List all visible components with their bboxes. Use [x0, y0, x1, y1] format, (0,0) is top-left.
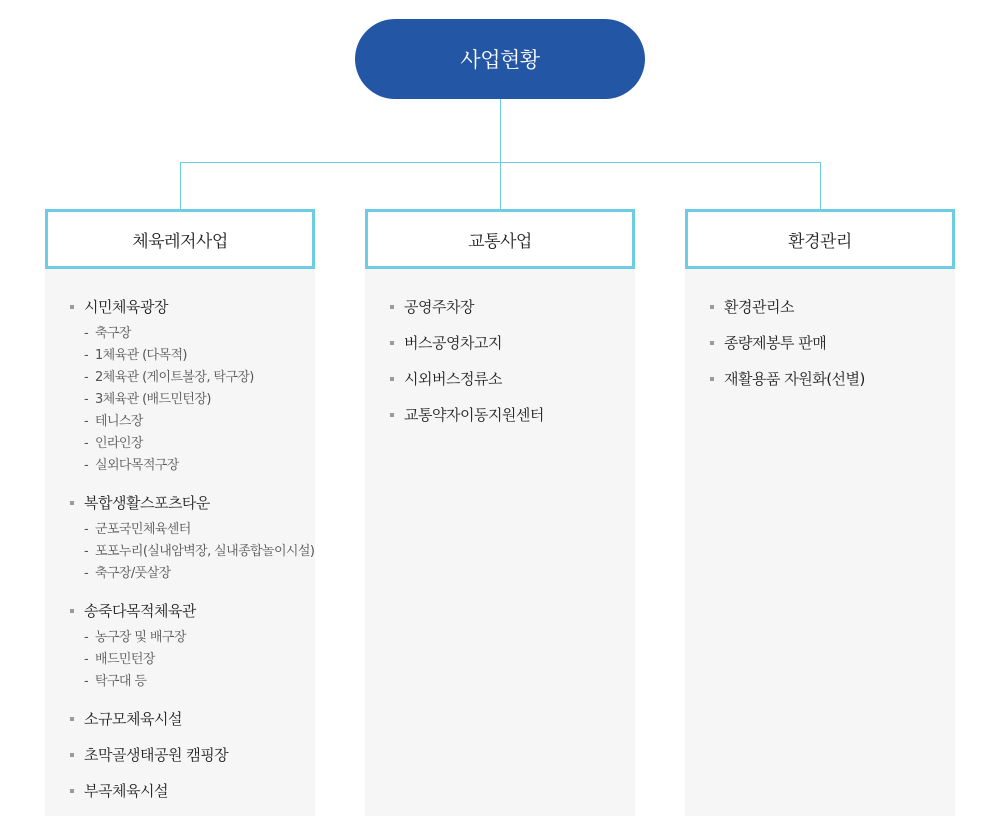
dash-icon: -	[84, 436, 89, 451]
list-item	[45, 493, 315, 585]
root-label: 사업현황	[460, 48, 540, 72]
item-label: 부곡체육시설	[84, 782, 168, 800]
bullet-icon	[390, 377, 394, 381]
bullet-icon	[70, 753, 74, 757]
list-item	[45, 709, 315, 729]
item-label: 버스공영차고지	[404, 334, 502, 352]
dash-icon: -	[84, 544, 89, 559]
item-label: 시외버스정류소	[404, 370, 502, 388]
dash-icon: -	[84, 392, 89, 407]
bullet-icon	[70, 501, 74, 505]
sub-item: - 1체육관 (다목적)	[84, 345, 315, 367]
item-label: 환경관리소	[724, 298, 794, 316]
bullet-icon	[70, 609, 74, 613]
branch-title: 체육레저사업	[132, 231, 228, 252]
dash-icon: -	[84, 326, 89, 341]
sub-item: - 배드민턴장	[84, 649, 315, 671]
branch-panel-sports	[45, 269, 315, 816]
sub-item: - 탁구대 등	[84, 671, 315, 693]
sub-list	[84, 627, 315, 693]
list-item	[365, 405, 635, 425]
item-label: 교통약자이동지원센터	[404, 406, 544, 424]
item-list	[685, 297, 955, 405]
sub-list	[84, 323, 315, 477]
dash-icon: -	[84, 458, 89, 473]
bullet-icon	[70, 305, 74, 309]
item-label: 시민체육광장	[84, 298, 168, 316]
bullet-icon	[70, 789, 74, 793]
sub-item: - 2체육관 (게이트볼장, 탁구장)	[84, 367, 315, 389]
dash-icon: -	[84, 522, 89, 537]
item-label: 복합생활스포츠타운	[84, 494, 210, 512]
list-item	[45, 297, 315, 477]
item-list	[365, 297, 635, 441]
branch-head-transport	[365, 209, 635, 269]
dash-icon: -	[84, 674, 89, 689]
list-item	[685, 369, 955, 389]
branch-head-environment	[685, 209, 955, 269]
bullet-icon	[710, 341, 714, 345]
bullet-icon	[390, 341, 394, 345]
item-label: 재활용품 자원화(선별)	[724, 370, 865, 388]
branch-panel-environment	[685, 269, 955, 816]
branch-title: 환경관리	[788, 231, 852, 252]
list-item	[365, 369, 635, 389]
root-node	[355, 19, 645, 99]
item-label: 소규모체육시설	[84, 710, 182, 728]
sub-item: - 군포국민체육센터	[84, 519, 315, 541]
item-label: 송죽다목적체육관	[84, 602, 196, 620]
dash-icon: -	[84, 630, 89, 645]
sub-item: - 인라인장	[84, 433, 315, 455]
bullet-icon	[710, 377, 714, 381]
sub-item: - 테니스장	[84, 411, 315, 433]
list-item	[45, 601, 315, 693]
sub-item: - 실외다목적구장	[84, 455, 315, 477]
sub-list	[84, 519, 315, 585]
item-label: 초막골생태공원 캠핑장	[84, 746, 229, 764]
branch-head-sports	[45, 209, 315, 269]
dash-icon: -	[84, 566, 89, 581]
list-item	[365, 333, 635, 353]
bullet-icon	[70, 717, 74, 721]
dash-icon: -	[84, 414, 89, 429]
branch-panel-transport	[365, 269, 635, 816]
dash-icon: -	[84, 348, 89, 363]
list-item	[365, 297, 635, 317]
list-item	[685, 333, 955, 353]
list-item	[45, 745, 315, 765]
bullet-icon	[390, 413, 394, 417]
sub-item: - 농구장 및 배구장	[84, 627, 315, 649]
bullet-icon	[710, 305, 714, 309]
sub-item: - 포포누리(실내암벽장, 실내종합놀이시설)	[84, 541, 315, 563]
sub-item: - 축구장/풋살장	[84, 563, 315, 585]
branch-title: 교통사업	[468, 231, 532, 252]
dash-icon: -	[84, 652, 89, 667]
list-item	[685, 297, 955, 317]
list-item	[45, 781, 315, 801]
item-label: 종량제봉투 판매	[724, 334, 827, 352]
dash-icon: -	[84, 370, 89, 385]
item-list	[45, 297, 315, 817]
sub-item: - 3체육관 (배드민턴장)	[84, 389, 315, 411]
item-label: 공영주차장	[404, 298, 474, 316]
sub-item: - 축구장	[84, 323, 315, 345]
bullet-icon	[390, 305, 394, 309]
